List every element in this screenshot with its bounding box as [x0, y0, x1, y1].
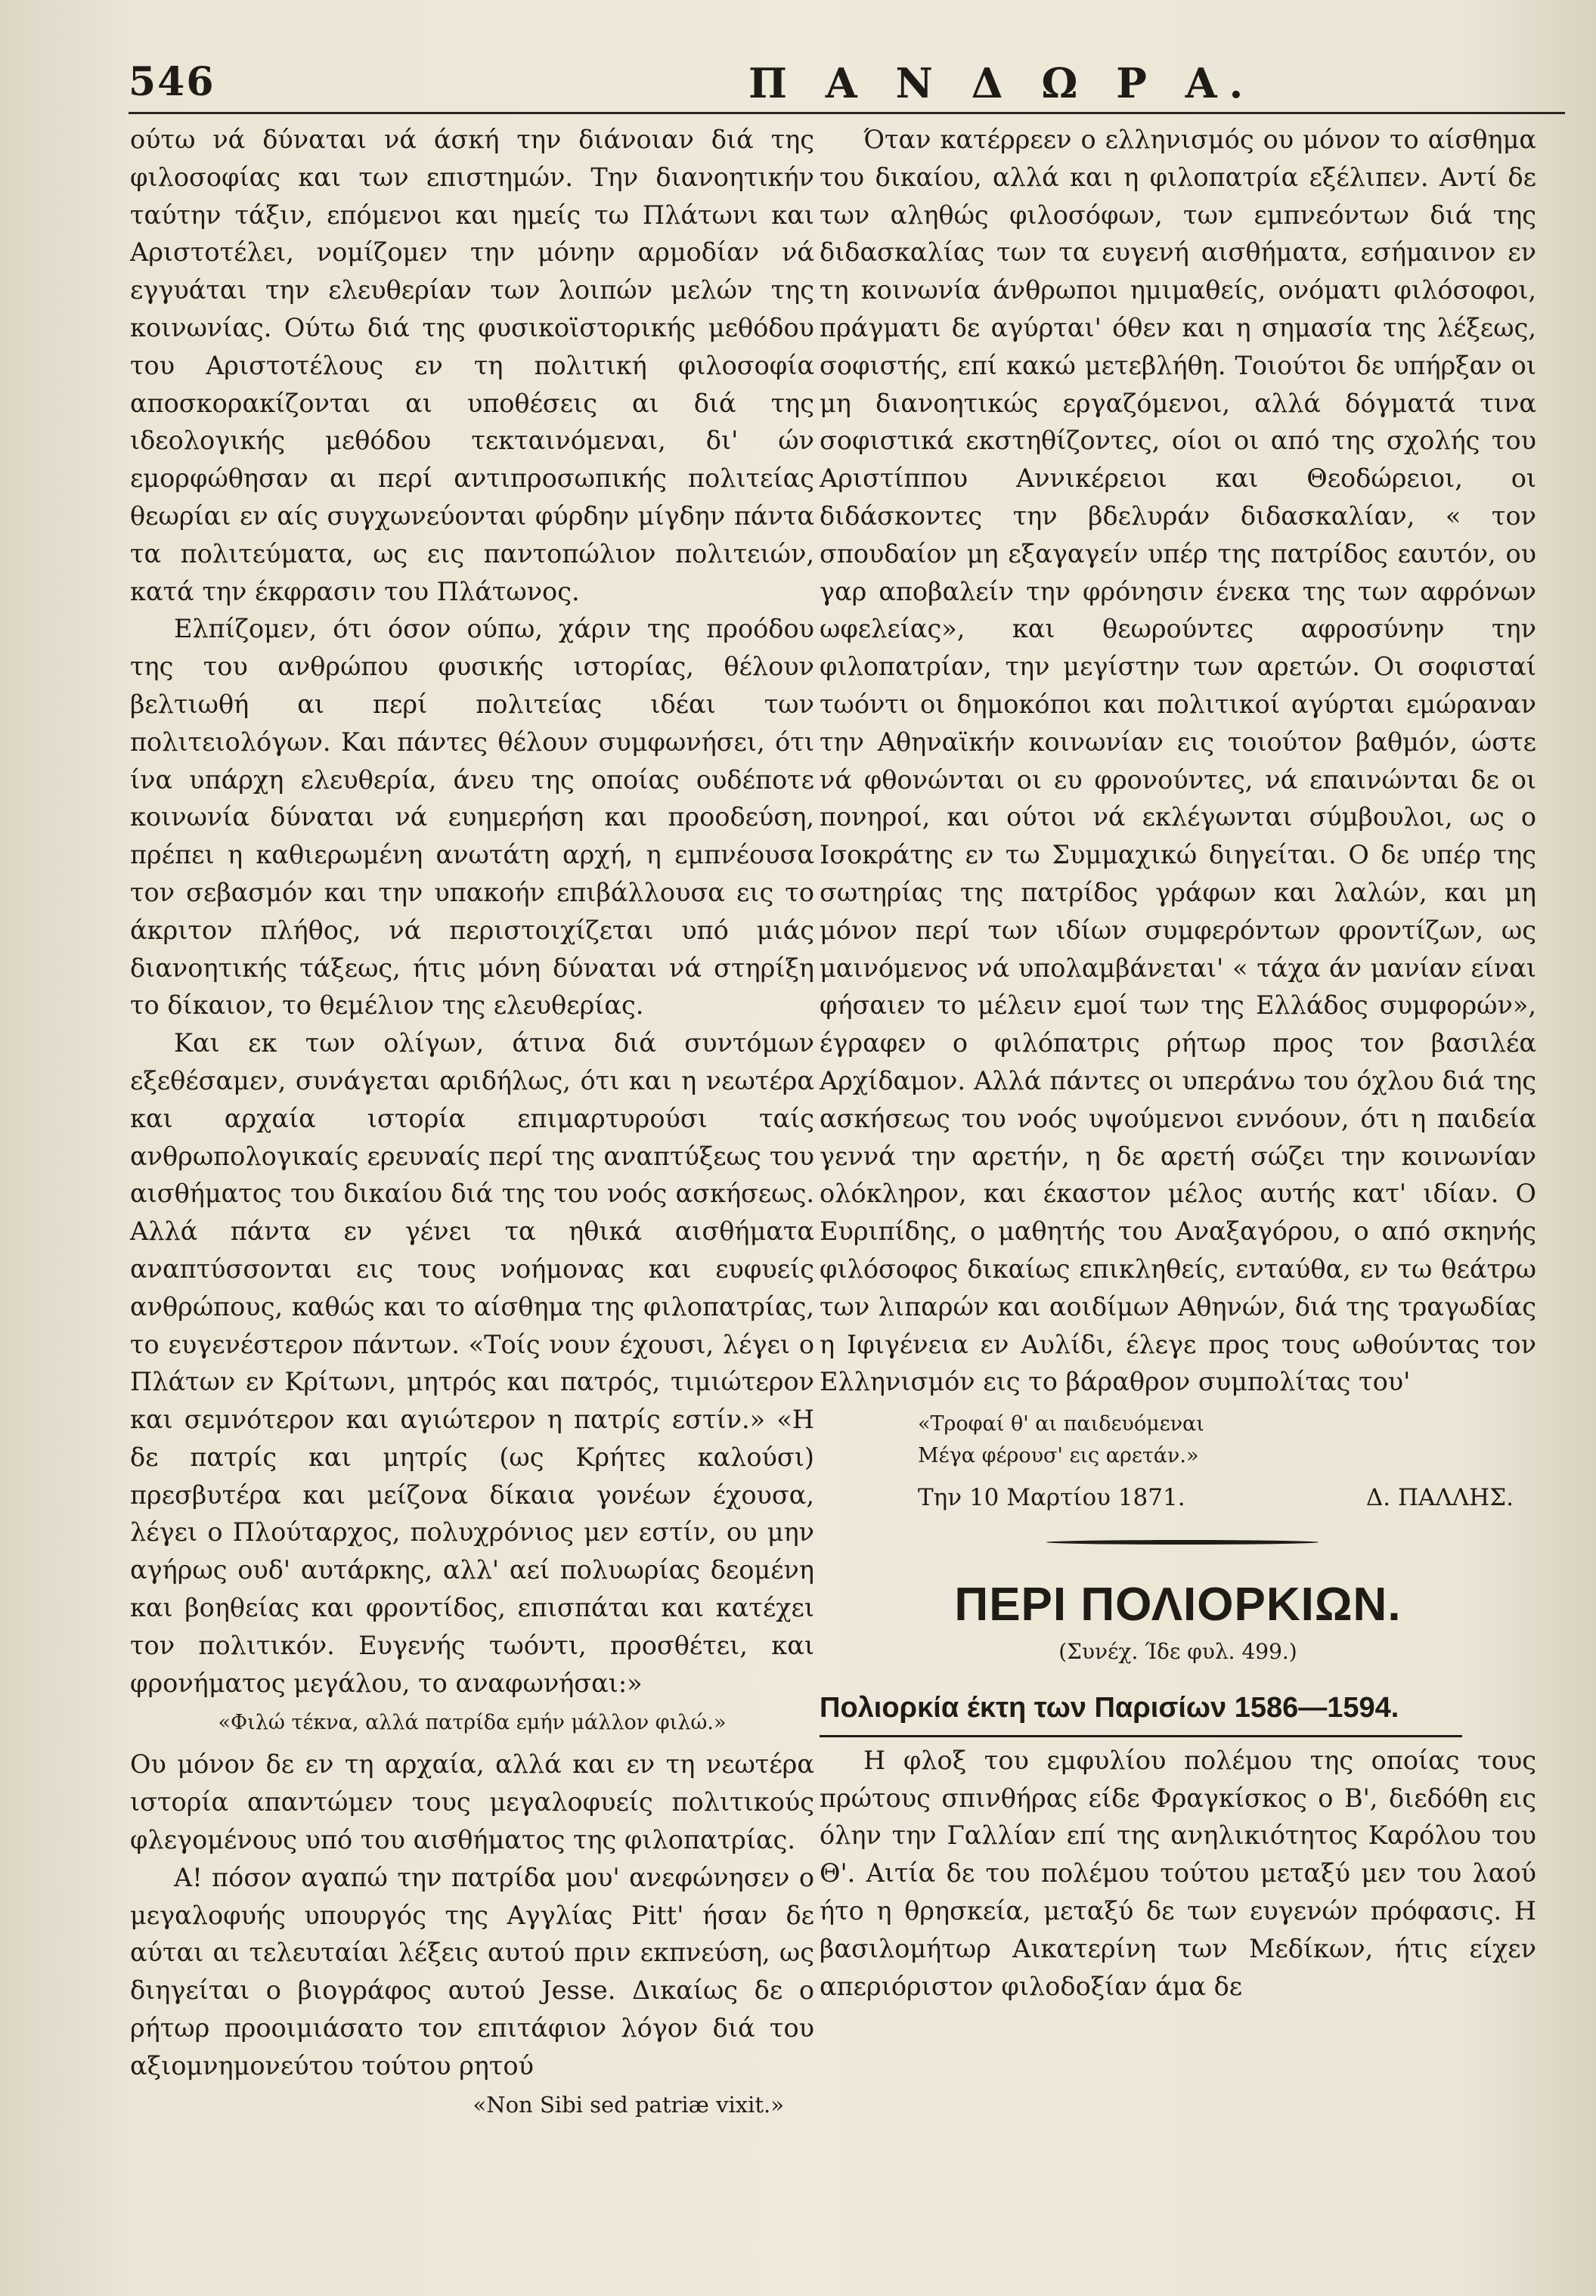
section-title: ΠΕΡΙ ΠΟΛΙΟΡΚΙΩΝ.	[954, 1578, 1402, 1631]
paragraph: Ελπίζομεν, ότι όσον ούπω, χάριν της προόδου της του ανθρώπου φυσικής ιστορίας, θέλουν βελτιωθή αι περί πολιτείας ιδέαι των πολιτειολόγων. Και πάντες θέλουν συμφωνήσει, ότι ίνα υπάρχη ελευθερία, άνευ της οποίας ουδέποτε κοινωνία δύναται νά ευημερήση και προοδεύση, πρέπει η καθιερωμένη ανωτάτη αρχή, η εμπνέουσα τον σεβασμόν και την υπακοήν επιβάλλουσα εις το άκριτον πλήθος, νά περιστοιχίζεται υπό μιάς διανοητικής τάξεως, ήτις μόνη δύναται νά στηρίξη το δίκαιον, το θεμέλιον της ελευθερίας.	[130, 614, 814, 1021]
subheading: Πολιορκία έκτη των Παρισίων 1586—1594.	[820, 1691, 1399, 1724]
article-author: Δ. ΠΑΛΛΗΣ.	[1365, 1484, 1514, 1512]
right-column	[820, 121, 1536, 2005]
paragraph: Ου μόνον δε εν τη αρχαία, αλλά και εν τη νεωτέρα ιστορία απαντώμεν τους μεγαλοφυείς πολιτικούς φλεγομένους υπό του αισθήματος της φιλοπατρίας.	[130, 1749, 814, 1855]
paragraph: ούτω νά δύναται νά άσκή την διάνοιαν διά της φιλοσοφίας και των επιστημών. Την διανοητικήν ταύτην τάξιν, επόμενοι και ημείς τω Πλάτωνι και Αριστοτέλει, νομίζομεν την μόνην αρμοδίαν νά εγγυάται την ελευθερίαν των λοιπών μελών της κοινωνίας. Ούτω διά της φυσικοϊστορικής μεθόδου του Αριστοτέλους εν τη πολιτική φιλοσοφία αποσκορακίζονται αι υποθέσεις αι διά της ιδεολογικής μεθόδου τεκταινόμεναι, δι' ών εμορφώθησαν αι περί αντιπροσωπικής πολιτείας θεωρίαι εν αίς συγχωνεύονται φύρδην μίγδην πάντα τα πολιτεύματα, ως εις παντοπώλιον πολιτειών, κατά την έκφρασιν του Πλάτωνος.	[130, 125, 814, 606]
dateline	[820, 1480, 1536, 1517]
journal-title: Π Α Ν Δ Ω Ρ Α.	[748, 59, 1256, 107]
page-number: 546	[129, 59, 215, 105]
section-divider	[820, 1517, 1536, 1570]
divider-line	[1046, 1540, 1319, 1545]
paragraph: Όταν κατέρρεεν ο ελληνισμός ου μόνον το αίσθημα του δικαίου, αλλά και η φιλοπατρία εξέλιπεν. Αντί δε των αληθώς φιλοσόφων, των εμπνεόντων διά της διδασκαλίας των τα ευγενή αισθήματα, εσήμαινον εν τη κοινωνία άνθρωποι ημιμαθείς, ονόματι φιλόσοφοι, πράγματι δε αγύρται' όθεν και η σημασία της λέξεως, σοφιστής, επί κακώ μετεβλήθη. Τοιούτοι δε υπήρξαν οι μη διανοητικώς εργαζόμενοι, αλλά δόγματά τινα σοφιστικά εκστηθίζοντες, οίοι οι από της σχολής του Αριστίππου Αννικέρειοι και Θεοδώρειοι, οι διδάσκοντες την βδελυράν διδασκαλίαν, « τον σπουδαίον μη εξαγαγείν υπέρ της πατρίδος εαυτόν, ου γαρ αποβαλείν την φρόνησιν ένεκα της των αφρόνων ωφελείας», και θεωρούντες αφροσύνην την φιλοπατρίαν, την μεγίστην των αρετών. Οι σοφισταί τωόντι οι δημοκόποι και πολιτικοί αγύρται εμώραναν την Αθηναϊκήν κοινωνίαν εις τοιούτον βαθμόν, ώστε νά φθονώνται οι ευ φρονούντες, νά επαινώνται δε οι πονηροί, και ούτοι νά εκλέγωνται σύμβουλοι, ως ο Ισοκράτης εν τω Συμμαχικώ διηγείται. Ο δε υπέρ της σωτηρίας της πατρίδος γράφων και λαλών, και μη μόνον περί των ιδίων συμφερόντων φροντίζων, ως μαινόμενος νά υπολαμβάνεται' « τάχα άν μανίαν είναι φήσαιεν το μέλειν εμοί των της Ελλάδος συμφορών», έγραφεν ο φιλόπατρις ρήτωρ προς τον βασιλέα Αρχίδαμον. Αλλά πάντες οι υπεράνω του όχλου διά της ασκήσεως του νοός υψούμενοι εννόουν, ότι η παιδεία γεννά την αρετήν, η δε αρετή σώζει την κοινωνίαν ολόκληρον, και έκαστον μέλος αυτής κατ' ιδίαν. Ο Ευριπίδης, ο μαθητής του Αναξαγόρου, ο από σκηνής φιλόσοφος δικαίως επικληθείς, ενταύθα, εν τω θεάτρω των λιπαρών και αοιδίμων Αθηνών, διά της τραγωδίας η Ιφιγένεια εν Αυλίδι, έλεγε προς τους ωθούντας τον Ελληνισμόν εις το βάραθρον συμπολίτας του'	[820, 125, 1536, 1397]
paragraph: Α! πόσον αγαπώ την πατρίδα μου' ανεφώνησεν ο μεγαλοφυής υπουργός της Αγγλίας Pitt' ήσαν δε αύται αι τελευταίαι λέξεις αυτού πριν εκπνεύση, ως διηγείται ο βιογράφος αυτού Jesse. Δικαίως δε ο ρήτωρ προοιμιάσατο τον επιτάφιον λόγον διά του αξιομνημονεύτου τούτου ρητού	[130, 1862, 814, 2081]
page-header	[129, 59, 1565, 112]
article-date: Την 10 Μαρτίου 1871.	[918, 1484, 1185, 1512]
section-reference: (Συνέχ. Ίδε φυλ. 499.)	[1058, 1638, 1297, 1664]
paragraph: Η φλοξ του εμφυλίου πολέμου της οποίας τους πρώτους σπινθήρας είδε Φραγκίσκος ο Β', διεδόθη εις όλην την Γαλλίαν επί της ανηλικιότητος Καρόλου του Θ'. Αιτία δε του πολέμου τούτου μεταξύ μεν του λαού ήτο η θρησκεία, μεταξύ δε των ευγενών πρόφασις. Η βασιλομήτωρ Αικατερίνη των Μεδίκων, ήτις είχεν απεριόριστον φιλοδοξίαν άμα δε	[820, 1745, 1536, 2001]
latin-quote: «Non Sibi sed patriæ vixit.»	[473, 2091, 784, 2118]
left-column	[130, 121, 814, 2124]
subheading-rule	[820, 1735, 1462, 1737]
quote-verse-line: Μέγα φέρουσ' εις αρετάν.»	[918, 1444, 1199, 1468]
header-rule	[129, 112, 1565, 114]
quote-verse-line: «Τροφαί θ' αι παιδευόμεναι	[918, 1412, 1204, 1436]
quote-verse: «Φιλώ τέκνα, αλλά πατρίδα εμήν μάλλον φιλώ.»	[218, 1711, 727, 1735]
paragraph: Και εκ των ολίγων, άτινα διά συντόμων εξεθέσαμεν, συνάγεται αριδήλως, ότι και η νεωτέρα και αρχαία ιστορία επιμαρτυρούσι ταίς ανθρωπολογικαίς ερευναίς περί της αναπτύξεως του αισθήματος του δικαίου διά της του νοός ασκήσεως. Αλλά πάντα εν γένει τα ηθικά αισθήματα αναπτύσσονται εις τους νοήμονας και ευφυείς ανθρώπους, καθώς και το αίσθημα της φιλοπατρίας, το ευγενέστερον πάντων. «Τοίς νουν έχουσι, λέγει ο Πλάτων εν Κρίτωνι, μητρός και πατρός, τιμιώτερον και σεμνότερον και αγιώτερον η πατρίς εστίν.» «Η δε πατρίς και μητρίς (ως Κρήτες καλούσι) πρεσβυτέρα και μείζονα δίκαια γονέων έχουσα, λέγει ο Πλούταρχος, πολυχρόνιος μεν εστίν, ου μην αγήρως ουδ' αυτάρκης, αλλ' αεί πολυωρίας δεομένη και βοηθείας και φροντίδος, επισπάται και κατέχει τον πολιτικόν. Ευγενής τωόντι, προσθέτει, και φρονήματος μεγάλου, το αναφωνήσαι:»	[130, 1028, 814, 1698]
